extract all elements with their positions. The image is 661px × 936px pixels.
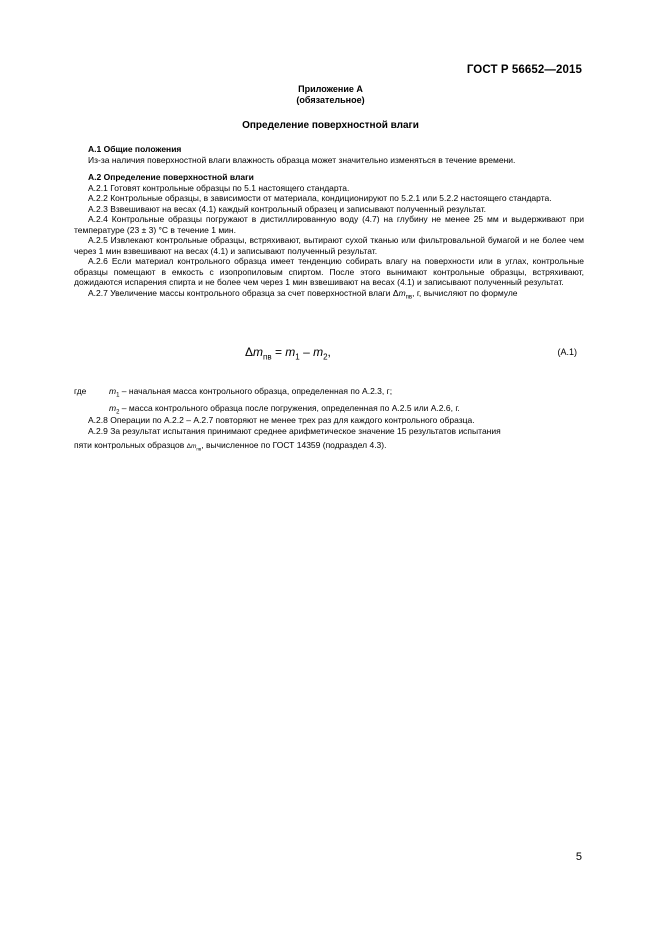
a2-p9: А.2.9 За результат испытания принимают среднее арифметическое значение 15 результатов испытания [88, 425, 501, 436]
formula-a1 [245, 345, 331, 361]
section-a2 [74, 172, 584, 303]
a2-heading: А.2 Определение поверхностной влаги [88, 172, 254, 182]
standard-code: ГОСТ Р 56652—2015 [466, 64, 582, 76]
formula-tail: , [327, 345, 331, 359]
formula-minus: – [299, 345, 314, 359]
appendix-type: (обязательное) [296, 95, 365, 105]
formula-m1-sub: 1 [295, 352, 300, 362]
where-item2-var: m [109, 402, 117, 413]
a2-p7 [74, 288, 584, 303]
where-item2-sub: 2 [116, 409, 120, 416]
a1-text: Из-за наличия поверхностной влаги влажность образца может значительно изменяться в течение времени. [88, 154, 516, 165]
appendix-title: Приложение А [298, 84, 363, 94]
formula-lhs-sub: пв [263, 352, 272, 362]
formula-m2-var: m [313, 345, 324, 359]
a2-p4: А.2.4 Контрольные образцы погружают в дистиллированную воду (4.7) на глубину не менее 25 мм и выдерживают при температуре (23 ± 3) °С в течение 1 мин. [74, 214, 584, 235]
where-item1-var: m [109, 386, 117, 396]
a2-p7-var: m [398, 287, 406, 298]
formula-eq: = [271, 345, 286, 359]
where-item1-sub: 1 [116, 392, 120, 399]
section-a2-continued [74, 415, 584, 455]
formula-m2-sub: 2 [323, 352, 328, 362]
a2-p2: А.2.2 Контрольные образцы, в зависимости от материала, кондиционируют по 5.2.1 или 5.2.2 настоящего стандарта. [88, 193, 552, 203]
where-items [109, 385, 579, 418]
a2-p8: А.2.8 Операции по А.2.2 – А.2.7 повторяют не менее трех раз для каждого контрольного образца. [88, 415, 475, 425]
a2-p9-sub: пв [196, 446, 202, 452]
a2-p5: А.2.5 Извлекают контрольные образцы, встряхивают, вытирают сухой тканью или фильтровальной бумагой и не более чем через 1 мин взвешивают на весах (4.1) и записывают полученный результат. [74, 235, 584, 256]
a2-p7-pre: А.2.7 Увеличение массы контрольного образца за счет поверхностной влаги Δ [88, 287, 399, 298]
where-item1-text: – начальная масса контрольного образца, определенная по А.2.3, г; [119, 386, 393, 396]
a2-p9-line2-post: , вычисленное по ГОСТ 14359 (подраздел 4.3). [201, 440, 387, 450]
a2-p7-sub: пв [405, 294, 413, 301]
a2-p3: А.2.3 Взвешивают на весах (4.1) каждый контрольный образец и записывают полученный результат. [88, 203, 487, 214]
a2-p1: А.2.1 Готовят контрольные образцы по 5.1 настоящего стандарта. [88, 182, 350, 193]
where-label: где [74, 386, 87, 396]
formula-number: (А.1) [557, 347, 577, 357]
formula-lhs-var: m [253, 345, 264, 359]
a2-p9-line2-pre: пяти контрольных образцов [74, 440, 187, 450]
page-number: 5 [575, 851, 582, 863]
a2-p9-delta: Δ [186, 443, 191, 450]
formula-delta: Δ [245, 345, 254, 359]
formula-m1-var: m [285, 345, 296, 359]
where-item2-text: – масса контрольного образца после погружения, определенная по А.2.5 или А.2.6, г. [119, 402, 460, 413]
where-item-1 [109, 385, 579, 402]
a2-p7-post: , г, вычисляют по формуле [412, 287, 518, 298]
section-a1 [74, 144, 584, 165]
a1-heading: А.1 Общие положения [88, 144, 182, 154]
section-title: Определение поверхностной влаги [242, 120, 419, 131]
a2-p6: А.2.6 Если материал контрольного образца имеет тенденцию собирать влагу на поверхности или в углах, контрольные образцы помещают в емкость с изопропиловым спиртом. После этого вынимают контрольные образцы, встряхивают, дожидаются испарения спирта и не более чем через 1 мин взвешивают на весах (4.1) и записывают полученный результат. [74, 256, 584, 287]
a2-p9-var: m [190, 443, 197, 450]
a2-p9-line2 [74, 440, 584, 455]
